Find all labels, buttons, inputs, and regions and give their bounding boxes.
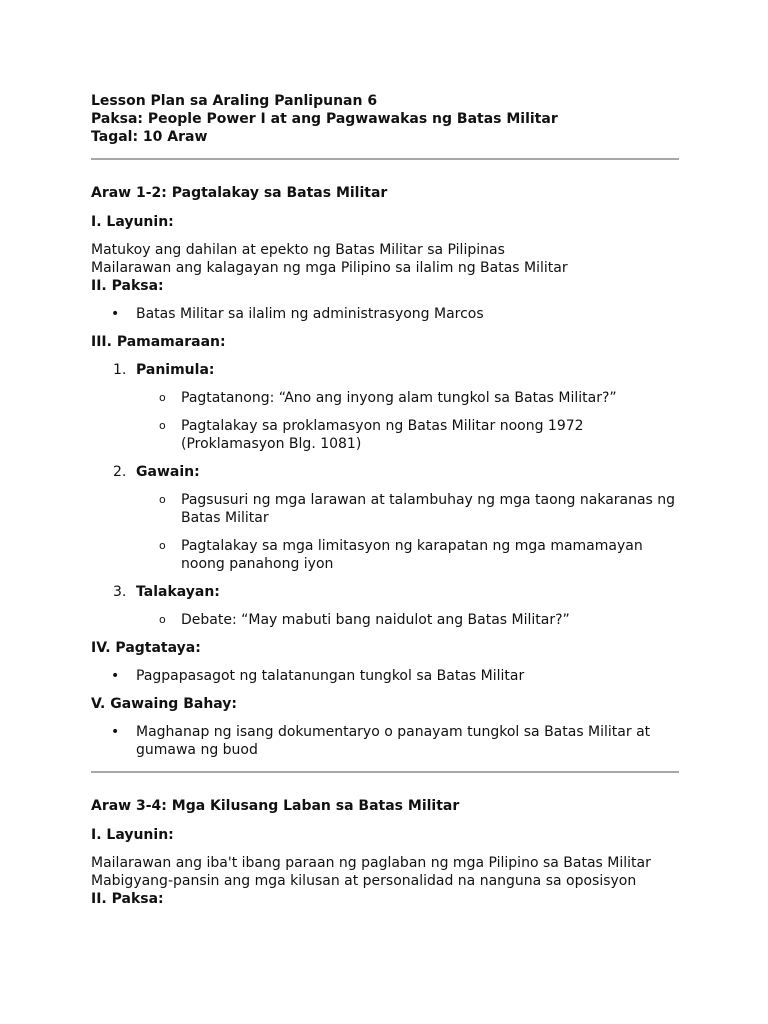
- day-title: Araw 3-4: Mga Kilusang Laban sa Batas Militar: [91, 798, 460, 814]
- step-label: Talakayan:: [136, 584, 220, 600]
- evaluation-list: [91, 667, 679, 685]
- document-topic: Paksa: People Power I at ang Pagwawakas ng Batas Militar: [91, 111, 558, 127]
- topic-list: [91, 305, 679, 323]
- objective-line: Mabigyang-pansin ang mga kilusan at personalidad na nanguna sa oposisyon: [91, 873, 637, 889]
- topic-heading: II. Paksa:: [91, 278, 164, 294]
- objectives-heading: I. Layunin:: [91, 214, 174, 230]
- evaluation-heading: IV. Pagtataya:: [91, 640, 201, 656]
- sub-list-item: o Pagsusuri ng mga larawan at talambuhay ng mga taong nakaranas ng Batas Militar: [136, 491, 679, 527]
- step-label: Panimula:: [136, 362, 215, 378]
- homework-heading: V. Gawaing Bahay:: [91, 696, 238, 712]
- step-sublist: [136, 491, 679, 573]
- document-header: [91, 92, 679, 146]
- list-item: • Batas Militar sa ilalim ng administrasyong Marcos: [91, 305, 679, 323]
- sub-list-item: o Pagtalakay sa mga limitasyon ng karapatan ng mga mamamayan noong panahong iyon: [136, 537, 679, 573]
- divider: [91, 771, 679, 773]
- sub-list-item: o Pagtalakay sa proklamasyon ng Batas Militar noong 1972 (Proklamasyon Blg. 1081): [136, 417, 679, 453]
- sub-list-item: o Debate: “May mabuti bang naidulot ang Batas Militar?”: [136, 611, 679, 629]
- method-step: [91, 583, 679, 629]
- method-step: [91, 361, 679, 453]
- step-number: 3.: [113, 584, 127, 600]
- list-item: • Maghanap ng isang dokumentaryo o panayam tungkol sa Batas Militar at gumawa ng buod: [91, 723, 679, 759]
- method-steps: [91, 361, 679, 629]
- step-sublist: [136, 389, 679, 453]
- method-step: [91, 463, 679, 573]
- day-section-3-4: [91, 797, 679, 908]
- document-duration: Tagal: 10 Araw: [91, 129, 208, 145]
- lesson-plan-document: [91, 92, 679, 908]
- sub-list-item: o Pagtatanong: “Ano ang inyong alam tungkol sa Batas Militar?”: [136, 389, 679, 407]
- step-number: 1.: [113, 362, 127, 378]
- step-number: 2.: [113, 464, 127, 480]
- day-title: Araw 1-2: Pagtalakay sa Batas Militar: [91, 185, 388, 201]
- objectives-text: [91, 241, 679, 277]
- document-title: Lesson Plan sa Araling Panlipunan 6: [91, 93, 378, 109]
- step-label: Gawain:: [136, 464, 200, 480]
- objective-line: Mailarawan ang kalagayan ng mga Pilipino sa ilalim ng Batas Militar: [91, 260, 568, 276]
- objectives-text: [91, 854, 679, 890]
- homework-list: [91, 723, 679, 759]
- method-heading: III. Pamamaraan:: [91, 334, 226, 350]
- divider: [91, 158, 679, 160]
- objectives-heading: I. Layunin:: [91, 827, 174, 843]
- list-item: • Pagpapasagot ng talatanungan tungkol sa Batas Militar: [91, 667, 679, 685]
- day-section-1-2: [91, 184, 679, 759]
- objective-line: Matukoy ang dahilan at epekto ng Batas Militar sa Pilipinas: [91, 242, 505, 258]
- step-sublist: [136, 611, 679, 629]
- objective-line: Mailarawan ang iba't ibang paraan ng paglaban ng mga Pilipino sa Batas Militar: [91, 855, 651, 871]
- topic-heading: II. Paksa:: [91, 891, 164, 907]
